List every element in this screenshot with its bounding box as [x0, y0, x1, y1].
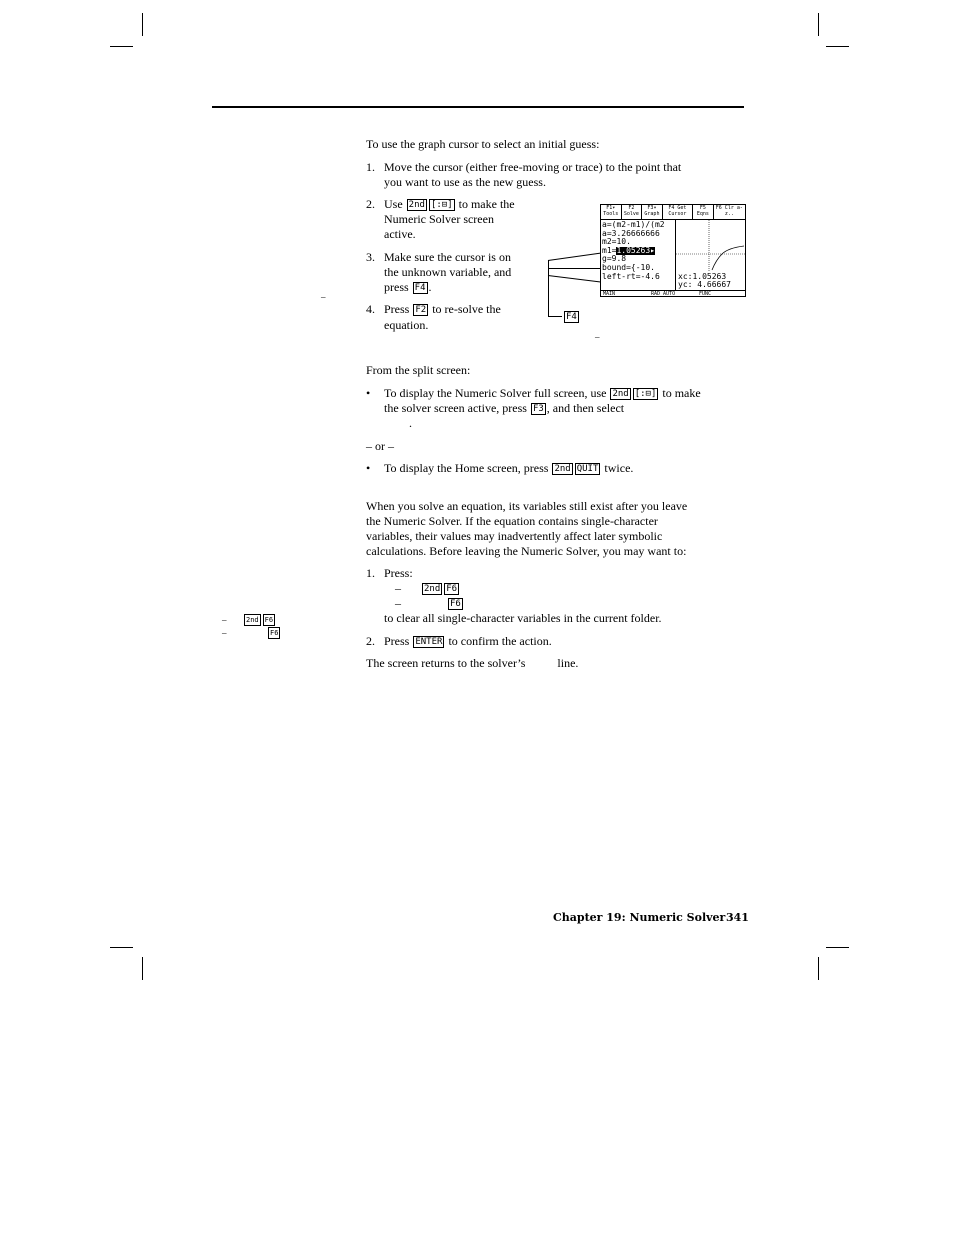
- bullet-mark: •: [366, 461, 371, 475]
- calc-line: left-rt=-4.6: [602, 272, 660, 281]
- bullet-mark: •: [366, 386, 371, 400]
- margin-dash: –: [595, 332, 600, 342]
- crop-mark: [826, 46, 849, 47]
- step-text: Press F2 to re-solve the: [384, 302, 501, 316]
- margin-dash: –: [321, 292, 326, 302]
- callout-f4-label: F4: [566, 312, 577, 322]
- key-f6: F6: [446, 584, 458, 594]
- footer-chapter: Chapter 19: Numeric Solver: [553, 911, 726, 924]
- calc-toolbar-f6: F6 Clr a-z..: [715, 205, 743, 217]
- calc-toolbar-f3: F3▾ Graph: [642, 205, 663, 219]
- margin-note: – 2nd F6: [222, 615, 274, 625]
- calc-line: a=(m2-m1)/(m2: [602, 221, 665, 229]
- callout-line: [548, 260, 549, 317]
- crop-mark: [818, 13, 819, 36]
- calc-toolbar: [601, 205, 745, 220]
- crop-mark: [110, 947, 133, 948]
- step-number: 1.: [366, 160, 375, 174]
- paragraph-line: When you solve an equation, its variables still exist after you leave: [366, 499, 688, 513]
- key-f6: F6: [450, 599, 461, 609]
- crop-mark: [110, 46, 133, 47]
- step-text: Move the cursor (either free-moving or trace) to the point that: [384, 160, 682, 174]
- callout-line: [548, 316, 562, 317]
- key-split: [:⊟]: [634, 389, 657, 399]
- key-f3: F3: [532, 404, 544, 414]
- key-2nd: 2nd: [246, 616, 259, 624]
- callout-line: [548, 253, 601, 261]
- key-f6: F6: [264, 616, 274, 624]
- calc-equation-lines: [602, 221, 674, 281]
- sub-step: – 2nd F6: [395, 581, 458, 595]
- key-2nd: 2nd: [408, 200, 425, 210]
- step-number: 4.: [366, 302, 375, 316]
- result-text: The screen returns to the solver’s line.: [366, 656, 579, 670]
- key-f4: F4: [414, 283, 426, 293]
- step-text: the unknown variable, and: [384, 265, 512, 279]
- step-number: 2.: [366, 197, 375, 211]
- bullet-text: .: [409, 416, 412, 430]
- calc-line: a=3.26666666: [602, 229, 660, 238]
- calc-toolbar-f4: F4 Get Cursor: [663, 205, 693, 219]
- calc-status-bar: MAIN RAD AUTO FUNC: [601, 290, 745, 297]
- step-number: 2.: [366, 634, 375, 648]
- or-separator: – or –: [366, 439, 394, 453]
- key-split: [:⊟]: [430, 200, 453, 210]
- step-text: equation.: [384, 318, 429, 332]
- bullet-text: To display the Home screen, press 2nd QUIT twice.: [384, 461, 634, 475]
- calc-toolbar-f5: F5 Eqns: [693, 205, 714, 219]
- calc-highlight-value: 1.05263: [616, 246, 651, 255]
- calc-toolbar-f2: F2 Solve: [622, 205, 643, 219]
- step-text: press F4 .: [384, 280, 432, 294]
- key-quit: QUIT: [576, 464, 599, 474]
- step-text: Make sure the cursor is on: [384, 250, 511, 264]
- step-text: to clear all single-character variables in the current folder.: [384, 611, 662, 625]
- calc-graph: [675, 220, 746, 291]
- step-number: 1.: [366, 566, 375, 580]
- calc-line: g=9.8: [602, 255, 627, 264]
- bullet-text: the solver screen active, press F3 , and then select: [384, 401, 625, 415]
- paragraph-line: variables, their values may inadvertently affect later symbolic: [366, 529, 663, 543]
- step-text: Press ENTER to confirm the action.: [384, 634, 552, 648]
- key-2nd: 2nd: [612, 389, 629, 399]
- step-number: 3.: [366, 250, 375, 264]
- calculator-screen: [600, 204, 746, 297]
- key-2nd: 2nd: [424, 584, 441, 594]
- step-text: Numeric Solver screen: [384, 212, 494, 226]
- step-text: you want to use as the new guess.: [384, 175, 546, 189]
- paragraph-line: the Numeric Solver. If the equation contains single-character: [366, 514, 658, 528]
- split-intro: From the split screen:: [366, 363, 471, 377]
- step-text: Use 2nd [:⊟] to make the: [384, 197, 515, 211]
- key-f6: F6: [270, 629, 279, 637]
- key-f2: F2: [415, 305, 427, 315]
- margin-note: – F6: [222, 628, 279, 638]
- callout-line: [548, 275, 601, 282]
- crop-mark: [142, 13, 143, 36]
- calc-cursor-x: xc:1.05263: [678, 272, 727, 281]
- calc-line: m2=10.: [602, 238, 631, 247]
- paragraph-line: calculations. Before leaving the Numeric Solver, you may want to:: [366, 544, 687, 558]
- callout-line: [548, 268, 601, 269]
- step-text: active.: [384, 227, 416, 241]
- calc-cursor-y: yc: 4.66667: [678, 280, 731, 289]
- step-text: Press:: [384, 566, 413, 580]
- intro-text: To use the graph cursor to select an initial guess:: [366, 137, 600, 151]
- crop-mark: [818, 957, 819, 980]
- footer-page-number: 341: [726, 911, 749, 924]
- calc-line: bound={-10.: [602, 263, 655, 272]
- bullet-text: To display the Numeric Solver full screen, use 2nd [:⊟] to make: [384, 386, 701, 400]
- key-enter: ENTER: [415, 637, 443, 647]
- sub-step: – F6: [395, 596, 461, 610]
- key-2nd: 2nd: [554, 464, 571, 474]
- crop-mark: [142, 957, 143, 980]
- header-rule: [212, 106, 744, 108]
- calc-toolbar-f1: F1▾ Tools: [601, 205, 622, 219]
- calc-line: m1=1.05263▸: [602, 246, 655, 255]
- crop-mark: [826, 947, 849, 948]
